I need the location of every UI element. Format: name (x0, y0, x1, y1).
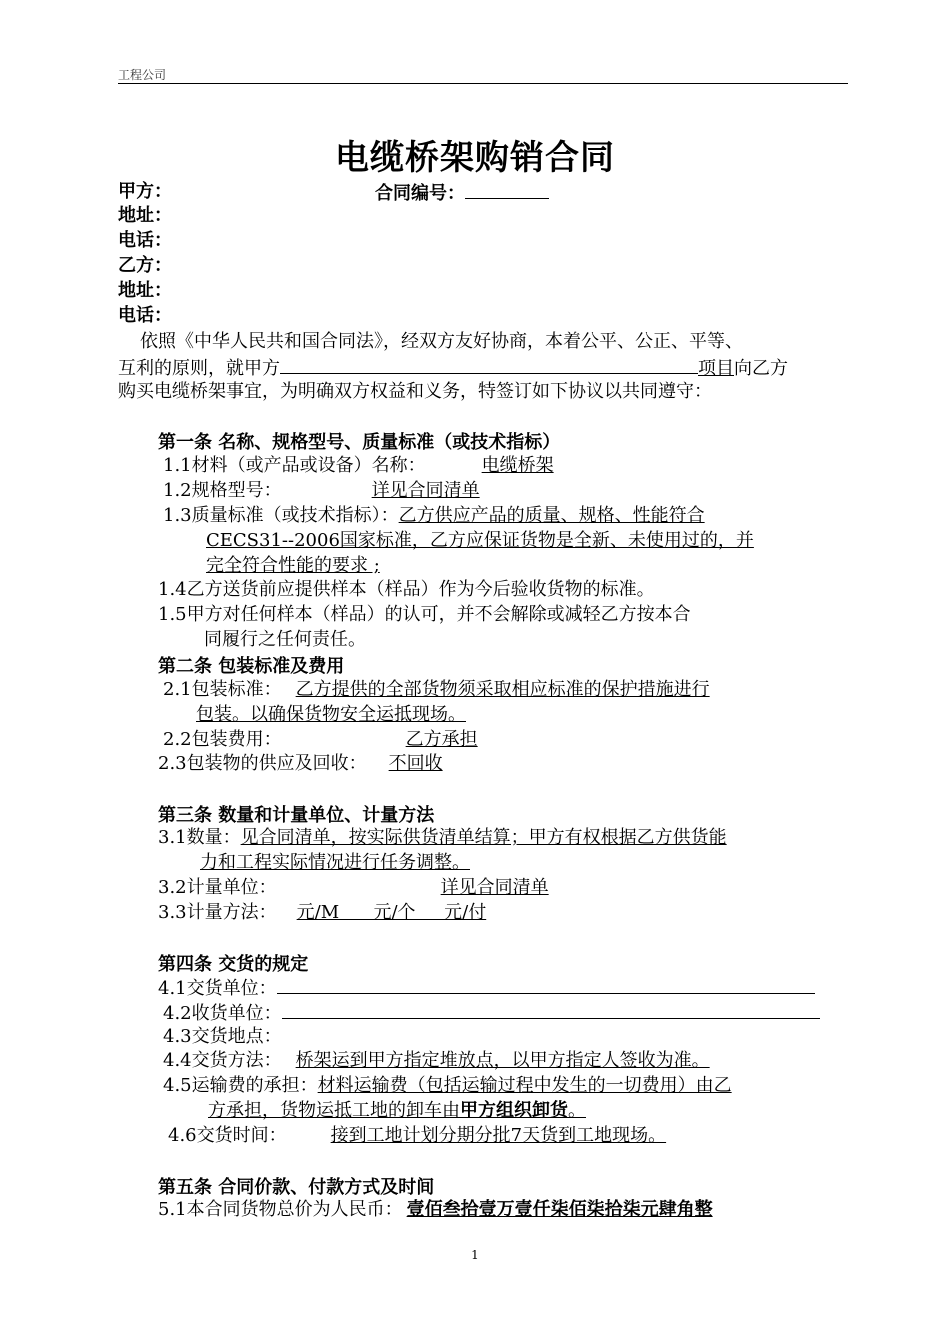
item-2-3 (158, 752, 443, 776)
intro-line-2-start: 互利的原则，就甲方 (118, 358, 280, 379)
item-1-3-label: 1.3质量标准（或技术指标）： (163, 505, 399, 526)
intro-line-2-end: 向乙方 (734, 358, 788, 379)
item-1-4: 1.4乙方送货前应提供样本（样品）作为今后验收货物的标准。 (158, 579, 655, 600)
item-1-5-line-1: 1.5甲方对任何样本（样品）的认可，并不会解除或减轻乙方按本合 (158, 604, 691, 625)
item-1-3-value-2: CECS31--2006国家标准，乙方应保证货物是全新、未使用过的，并 (206, 530, 754, 551)
project-name-blank (280, 355, 698, 374)
item-4-2-label: 4.2收货单位： (163, 1003, 282, 1024)
item-3-3-label: 3.3计量方法： (158, 902, 277, 923)
item-3-2-label: 3.2计量单位： (158, 877, 277, 898)
item-4-4-value: 桥架运到甲方指定堆放点，以甲方指定人签收为准。 (295, 1050, 710, 1071)
item-2-2-value: 乙方承担 (405, 729, 478, 750)
item-2-1-label: 2.1包装标准： (163, 679, 282, 700)
item-2-2 (163, 728, 478, 752)
article-1-title: 第一条 名称、规格型号、质量标准（或技术指标） (158, 432, 561, 453)
item-1-2-value: 详见合同清单 (371, 480, 480, 501)
item-4-5-value-2c: 。 (568, 1100, 586, 1121)
intro-line-2 (118, 355, 788, 381)
item-4-2 (163, 1000, 820, 1026)
item-4-5-value-2 (208, 1099, 586, 1123)
item-3-3 (158, 901, 486, 925)
party-b-address-label: 地址： (118, 280, 172, 301)
item-4-3: 4.3交货地点： (163, 1026, 282, 1047)
item-3-1 (158, 826, 727, 850)
item-1-3 (163, 504, 705, 528)
item-4-4 (163, 1049, 710, 1073)
header-rule (118, 83, 848, 84)
intro-line-1: 依照《中华人民共和国合同法》，经双方友好协商，本着公平、公正、平等、 (140, 331, 743, 352)
header-text: 工程公司 (118, 68, 167, 82)
item-5-1 (158, 1198, 713, 1222)
item-3-2-value: 详见合同清单 (440, 877, 549, 898)
item-4-1 (158, 975, 815, 1001)
party-a-label: 甲方： (118, 181, 172, 202)
item-1-3-value-3: 完全符合性能的要求 ; (206, 555, 380, 576)
item-2-1-value-2: 包装。以确保货物安全运抵现场。 (196, 704, 466, 725)
item-4-5-value-2b: 甲方组织卸货 (460, 1100, 568, 1121)
item-2-1 (163, 678, 710, 702)
item-1-1-value: 电缆桥架 (481, 455, 554, 476)
delivery-unit-blank (277, 975, 815, 994)
article-2-title: 第二条 包装标准及费用 (158, 656, 345, 677)
article-4-title: 第四条 交货的规定 (158, 954, 309, 975)
item-4-5-label: 4.5运输费的承担： (163, 1075, 318, 1096)
item-4-4-label: 4.4交货方法： (163, 1050, 282, 1071)
item-2-1-value-1: 乙方提供的全部货物须采取相应标准的保护措施进行 (295, 679, 710, 700)
item-2-3-label: 2.3包装物的供应及回收： (158, 753, 367, 774)
item-1-5-line-2: 同履行之任何责任。 (204, 629, 366, 650)
article-5-title: 第五条 合同价款、付款方式及时间 (158, 1177, 435, 1198)
receiving-unit-blank (282, 1000, 820, 1019)
item-4-6 (168, 1124, 688, 1148)
article-3-title: 第三条 数量和计量单位、计量方法 (158, 805, 435, 826)
item-5-1-value: 壹佰叁拾壹万壹仟柒佰柒拾柒元肆角整 (406, 1199, 713, 1220)
page-number: 1 (471, 1248, 479, 1262)
document-title: 电缆桥架购销合同 (335, 138, 615, 178)
item-4-5 (163, 1074, 732, 1098)
item-3-1-value-1: 见合同清单，按实际供货清单结算；甲方有权根据乙方供货能 (240, 827, 727, 848)
item-4-5-value-2a: 方承担，货物运抵工地的卸车由 (208, 1100, 460, 1121)
item-3-2 (158, 876, 549, 900)
item-2-3-value: 不回收 (388, 753, 443, 774)
party-a-phone-label: 电话： (118, 230, 172, 251)
item-1-1 (163, 454, 554, 478)
item-4-6-label: 4.6交货时间： (168, 1125, 287, 1146)
contract-no-label: 合同编号： (375, 183, 465, 204)
item-3-1-label: 3.1数量： (158, 827, 241, 848)
party-b-label: 乙方： (118, 255, 172, 276)
item-2-2-label: 2.2包装费用： (163, 729, 282, 750)
item-4-6-value: 接到工地计划分期分批7天货到工地现场。 (330, 1125, 667, 1146)
contract-no-blank (465, 180, 549, 199)
item-3-3-value: 元/M 元/个 元/付 (296, 902, 487, 923)
item-4-1-label: 4.1交货单位： (158, 978, 277, 999)
party-a-address-label: 地址： (118, 205, 172, 226)
item-1-1-label: 1.1材料（或产品或设备）名称： (163, 455, 426, 476)
party-b-phone-label: 电话： (118, 305, 172, 326)
item-4-5-value-1: 材料运输费（包括运输过程中发生的一切费用）由乙 (317, 1075, 732, 1096)
project-label: 项目 (698, 358, 734, 379)
item-3-1-value-2: 力和工程实际情况进行任务调整。 (200, 852, 470, 873)
contract-no (375, 180, 549, 206)
intro-line-3: 购买电缆桥架事宜，为明确双方权益和义务，特签订如下协议以共同遵守： (118, 381, 712, 402)
item-1-3-value-1: 乙方供应产品的质量、规格、性能符合 (398, 505, 705, 526)
item-1-2-label: 1.2规格型号： (163, 480, 282, 501)
item-1-2 (163, 479, 480, 503)
item-5-1-label: 5.1本合同货物总价为人民币： (158, 1199, 403, 1220)
